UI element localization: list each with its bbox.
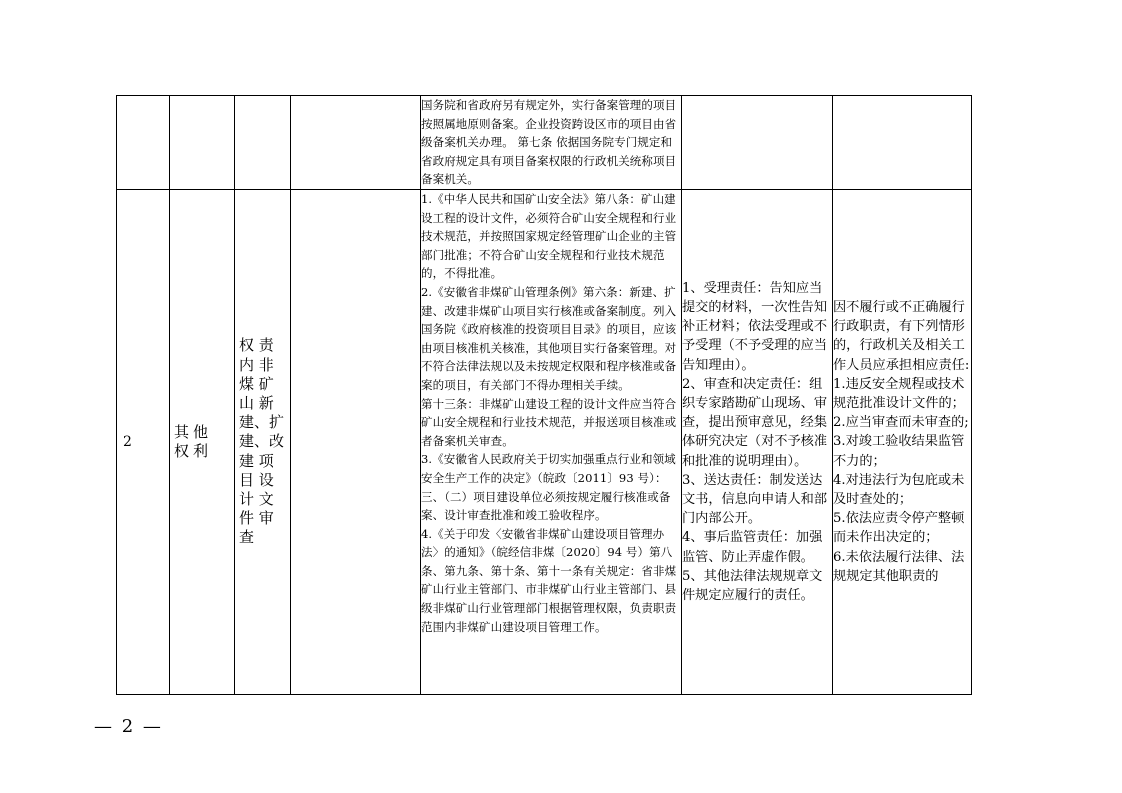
duty-cell-empty — [682, 96, 833, 190]
power-name-line: 件 审 — [239, 509, 274, 528]
accountability-paragraph: 因不履行或不正确履行行政职责，有下列情形的，行政机关及相关工作人员应承担相应责任: — [833, 299, 970, 373]
subitem-cell-empty — [291, 190, 421, 695]
power-name-line: 内 非 — [239, 355, 274, 374]
power-name-line: 山 新 — [239, 393, 274, 412]
law-basis-text: 国务院和省政府另有规定外，实行备案管理的项目按照属地原则备案。企业投资跨设区市的项目由省级备案机关办理。 第七条 依据国务院专门规定和省政府规定具有项目备案权限的行政机关统称项目备案机关。 — [421, 98, 677, 187]
duty-paragraph: 1、受理责任：告知应当提交的材料，一次性告知补正材料；依法受理或不予受理（不予受理的应当告知理由）。 — [682, 280, 828, 373]
name-cell-empty — [235, 96, 291, 190]
sequence-number: 2 — [117, 190, 170, 695]
law-basis-paragraph: 3.《安徽省人民政府关于切实加强重点行业和领域安全生产工作的决定》（皖政〔2011〕93 号）：三、（二）项目建设单位必须按规定履行核准或备案、设计审查批准和竣工验收程序。 — [421, 452, 676, 523]
accountability-paragraph: 1.违反安全规程或技术规范批准设计文件的； — [833, 376, 965, 411]
law-basis-paragraph: 第十三条：非煤矿山建设工程的设计文件应当符合矿山安全规程和行业技术规范，并报送项目核准或者备案机关审查。 — [421, 396, 677, 448]
power-name-line: 建、改 — [239, 432, 285, 451]
law-basis-cell — [421, 96, 682, 190]
subitem-cell-empty — [291, 96, 421, 190]
duty-paragraph: 2、审查和决定责任：组织专家踏勘矿山现场、审查，提出预审意见，经集体研究决定（对不予核准和批准的说明理由）。 — [682, 376, 828, 469]
law-basis-paragraph: 1.《中华人民共和国矿山安全法》第八条：矿山建设工程的设计文件，必须符合矿山安全规程和行业技术规范，并按照国家规定经管理矿山企业的主管部门批准；不符合矿山安全规程和行业技术规范的，不得批准。 — [421, 192, 677, 281]
page-number: — 2 — — [94, 716, 163, 737]
law-basis-cell — [421, 190, 682, 695]
accountability-paragraph: 2.应当审查而未审查的; — [833, 415, 969, 431]
power-name-line: 权 责 — [239, 336, 274, 355]
law-basis-paragraph: 2.《安徽省非煤矿山管理条例》第六条：新建、扩建、改建非煤矿山项目实行核准或备案制度。列入国务院《政府核准的投资项目目录》的项目，应该由项目核准机关核准，其他项目实行备案管理。对不符合法律法规以及未按规定权限和程序核准或备案的项目，有关部门不得办理相关手续。 — [421, 284, 677, 392]
power-name-line: 建 项 — [239, 451, 274, 470]
power-name — [235, 190, 291, 695]
accountability-paragraph: 3.对竣工验收结果监管不力的； — [833, 434, 965, 469]
power-name-line: 煤 矿 — [239, 374, 274, 393]
power-name-line: 建、扩 — [239, 413, 285, 432]
table-row — [117, 96, 972, 190]
accountability-paragraph: 6.未依法履行法律、法规规定其他职责的 — [833, 549, 965, 584]
power-name-line: 计 文 — [239, 490, 274, 508]
kind-cell-empty — [170, 96, 235, 190]
table-row — [117, 190, 972, 695]
duty-paragraph: 4、事后监管责任：加强监管、防止弄虚作假。 — [682, 530, 823, 565]
power-kind: 其他权利 — [170, 190, 235, 695]
accountability-paragraph: 5.依法应责令停产整顿而未作出决定的； — [833, 511, 965, 546]
law-basis-paragraph: 4.《关于印发〈安徽省非煤矿山建设项目管理办法〉的通知》（皖经信非煤〔2020〕94 号）第八条、第九条、第十条、第十一条有关规定：省非煤矿山行业主管部门、市非煤矿山行业主管部门、县级非煤矿山行业管理部门根据管理权限，负责职责范围内非煤矿山建设项目管理工作。 — [421, 526, 677, 634]
power-name-line: 目 设 — [239, 470, 274, 489]
duty-cell — [682, 190, 833, 695]
seq-cell-empty — [117, 96, 170, 190]
duty-paragraph: 5、其他法律法规规章文件规定应履行的责任。 — [682, 568, 823, 604]
accountability-cell-empty — [833, 96, 972, 190]
duty-paragraph: 3、送达责任：制发送达文书，信息向申请人和部门内部公开。 — [682, 472, 828, 527]
accountability-paragraph: 4.对违法行为包庇或未及时查处的； — [833, 472, 965, 507]
accountability-cell — [833, 190, 972, 695]
power-name-line: 查 — [239, 528, 255, 547]
power-list-table — [116, 95, 972, 695]
